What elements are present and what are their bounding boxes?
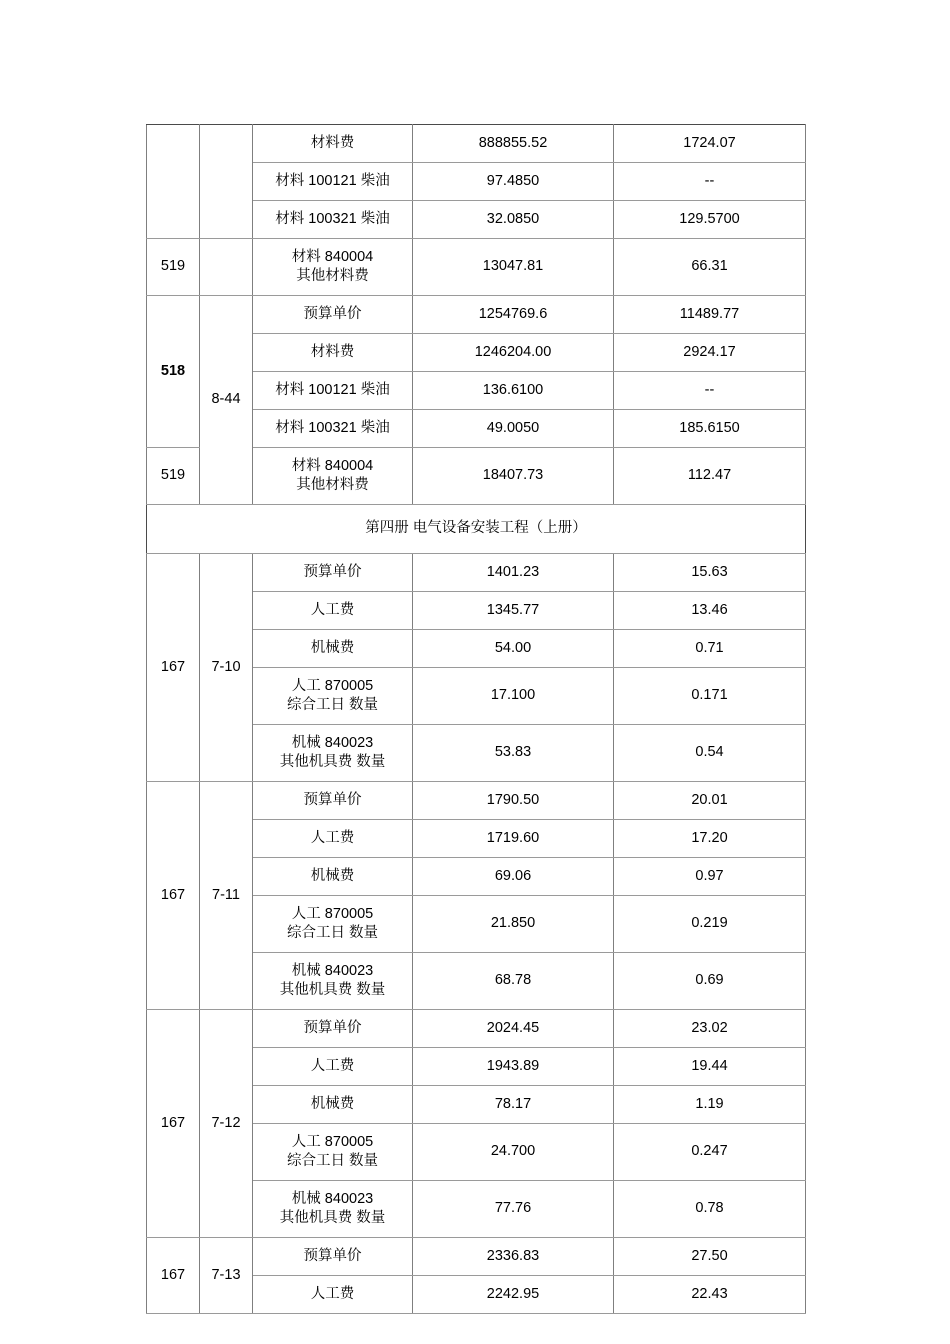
- cell-value-secondary: --: [614, 372, 806, 410]
- cell-value-secondary: 0.247: [614, 1124, 806, 1181]
- cell-value-primary: 2336.83: [413, 1238, 614, 1276]
- cell-code: 7-12: [200, 1010, 253, 1238]
- cell-item: 材料费: [253, 125, 413, 163]
- cell-item-line: 人工 870005: [291, 905, 374, 922]
- cell-value-primary: 68.78: [413, 953, 614, 1010]
- cell-item: 人工费: [253, 592, 413, 630]
- cell-value-secondary: 0.78: [614, 1181, 806, 1238]
- cell-value-secondary: 20.01: [614, 782, 806, 820]
- cell-item: 预算单价: [253, 554, 413, 592]
- cell-value-secondary: 0.171: [614, 668, 806, 725]
- cell-code: 7-13: [200, 1238, 253, 1314]
- cell-value-secondary: 2924.17: [614, 334, 806, 372]
- cell-value-secondary: 11489.77: [614, 296, 806, 334]
- cell-page-number: 519: [147, 448, 200, 505]
- cell-item-line: 人工 870005: [291, 677, 374, 694]
- section-header-row: [147, 505, 806, 554]
- cell-value-primary: 2024.45: [413, 1010, 614, 1048]
- cell-value-primary: 888855.52: [413, 125, 614, 163]
- cell-value-secondary: 0.71: [614, 630, 806, 668]
- cell-value-secondary: 1.19: [614, 1086, 806, 1124]
- cell-code: 7-11: [200, 782, 253, 1010]
- cell-value-secondary: 129.5700: [614, 201, 806, 239]
- cell-page-number: 519: [147, 239, 200, 296]
- cell-item: [253, 239, 413, 296]
- cell-item-line: 机械 840023: [291, 962, 374, 979]
- cell-value-secondary: 0.219: [614, 896, 806, 953]
- cell-item-line: 其他机具费 数量: [279, 754, 386, 770]
- cell-value-primary: 13047.81: [413, 239, 614, 296]
- section-header-title: 第四册 电气设备安装工程（上册）: [147, 505, 806, 554]
- cell-value-primary: 24.700: [413, 1124, 614, 1181]
- cell-page-number: 167: [147, 782, 200, 1010]
- cell-value-primary: 1254769.6: [413, 296, 614, 334]
- cell-item: 人工费: [253, 1276, 413, 1314]
- cell-code: [200, 239, 253, 296]
- cell-value-primary: 1401.23: [413, 554, 614, 592]
- cell-item: [253, 1124, 413, 1181]
- cell-item: 人工费: [253, 1048, 413, 1086]
- cell-value-secondary: 19.44: [614, 1048, 806, 1086]
- cell-page-number: 167: [147, 554, 200, 782]
- cell-value-secondary: 0.54: [614, 725, 806, 782]
- cell-value-primary: 97.4850: [413, 163, 614, 201]
- cell-value-secondary: 0.69: [614, 953, 806, 1010]
- table-row: [147, 1010, 806, 1048]
- cell-item: 预算单价: [253, 1010, 413, 1048]
- cell-value-secondary: 27.50: [614, 1238, 806, 1276]
- cell-value-secondary: 0.97: [614, 858, 806, 896]
- cell-page-number: 167: [147, 1010, 200, 1238]
- cell-value-primary: 69.06: [413, 858, 614, 896]
- cell-item: 预算单价: [253, 1238, 413, 1276]
- cell-value-secondary: 22.43: [614, 1276, 806, 1314]
- cell-value-secondary: 15.63: [614, 554, 806, 592]
- cell-value-primary: 54.00: [413, 630, 614, 668]
- cell-value-primary: 78.17: [413, 1086, 614, 1124]
- cell-value-primary: 2242.95: [413, 1276, 614, 1314]
- cell-item: 机械费: [253, 1086, 413, 1124]
- cell-value-secondary: 112.47: [614, 448, 806, 505]
- cell-item: 材料 100321 柴油: [253, 410, 413, 448]
- cell-item-line: 其他机具费 数量: [279, 982, 386, 998]
- cell-value-primary: 1943.89: [413, 1048, 614, 1086]
- cell-value-secondary: 17.20: [614, 820, 806, 858]
- cell-item: 机械费: [253, 858, 413, 896]
- cell-value-primary: 1246204.00: [413, 334, 614, 372]
- table-row: [147, 239, 806, 296]
- cell-item-line: 综合工日 数量: [286, 1153, 379, 1169]
- cell-item: 材料 100321 柴油: [253, 201, 413, 239]
- cell-page-number: 167: [147, 1238, 200, 1314]
- cell-item-line: 其他材料费: [296, 477, 369, 493]
- cell-value-secondary: 13.46: [614, 592, 806, 630]
- cell-value-secondary: 185.6150: [614, 410, 806, 448]
- cell-item-line: 其他机具费 数量: [279, 1210, 386, 1226]
- cell-item: 预算单价: [253, 782, 413, 820]
- cell-value-secondary: --: [614, 163, 806, 201]
- cell-value-primary: 77.76: [413, 1181, 614, 1238]
- quota-table-body: [147, 125, 806, 1314]
- cell-code: [200, 125, 253, 239]
- cell-value-primary: 1790.50: [413, 782, 614, 820]
- cell-value-secondary: 23.02: [614, 1010, 806, 1048]
- cell-item-line: 机械 840023: [291, 1190, 374, 1207]
- cell-value-primary: 32.0850: [413, 201, 614, 239]
- table-row: [147, 125, 806, 163]
- table-row: [147, 1238, 806, 1276]
- cell-code: 7-10: [200, 554, 253, 782]
- cell-page-number: 518: [147, 296, 200, 448]
- cell-value-primary: 1345.77: [413, 592, 614, 630]
- cell-value-primary: 136.6100: [413, 372, 614, 410]
- cell-item: 材料 100121 柴油: [253, 163, 413, 201]
- cell-item-line: 其他材料费: [296, 268, 369, 284]
- table-row: [147, 782, 806, 820]
- cell-item-line: 材料 840004: [291, 248, 374, 265]
- table-row: [147, 296, 806, 334]
- cell-item: [253, 668, 413, 725]
- cell-item: 机械费: [253, 630, 413, 668]
- cell-value-primary: 1719.60: [413, 820, 614, 858]
- cell-item: [253, 448, 413, 505]
- cell-item: [253, 725, 413, 782]
- cell-item: [253, 953, 413, 1010]
- cell-value-primary: 53.83: [413, 725, 614, 782]
- cell-item-line: 机械 840023: [291, 734, 374, 751]
- cell-item-line: 材料 840004: [291, 457, 374, 474]
- cell-value-primary: 17.100: [413, 668, 614, 725]
- cell-item-line: 人工 870005: [291, 1133, 374, 1150]
- cell-item: 人工费: [253, 820, 413, 858]
- cell-item: [253, 1181, 413, 1238]
- cell-item-line: 综合工日 数量: [286, 925, 379, 941]
- cell-value-secondary: 1724.07: [614, 125, 806, 163]
- table-row: [147, 554, 806, 592]
- cell-item: 预算单价: [253, 296, 413, 334]
- quota-table: [146, 124, 806, 1314]
- cell-item-line: 综合工日 数量: [286, 697, 379, 713]
- cell-code: 8-44: [200, 296, 253, 505]
- cell-value-primary: 49.0050: [413, 410, 614, 448]
- cell-page-number: [147, 125, 200, 239]
- cell-item: [253, 896, 413, 953]
- quota-table-container: [146, 124, 806, 1314]
- cell-value-secondary: 66.31: [614, 239, 806, 296]
- cell-value-primary: 21.850: [413, 896, 614, 953]
- cell-value-primary: 18407.73: [413, 448, 614, 505]
- cell-item: 材料 100121 柴油: [253, 372, 413, 410]
- cell-item: 材料费: [253, 334, 413, 372]
